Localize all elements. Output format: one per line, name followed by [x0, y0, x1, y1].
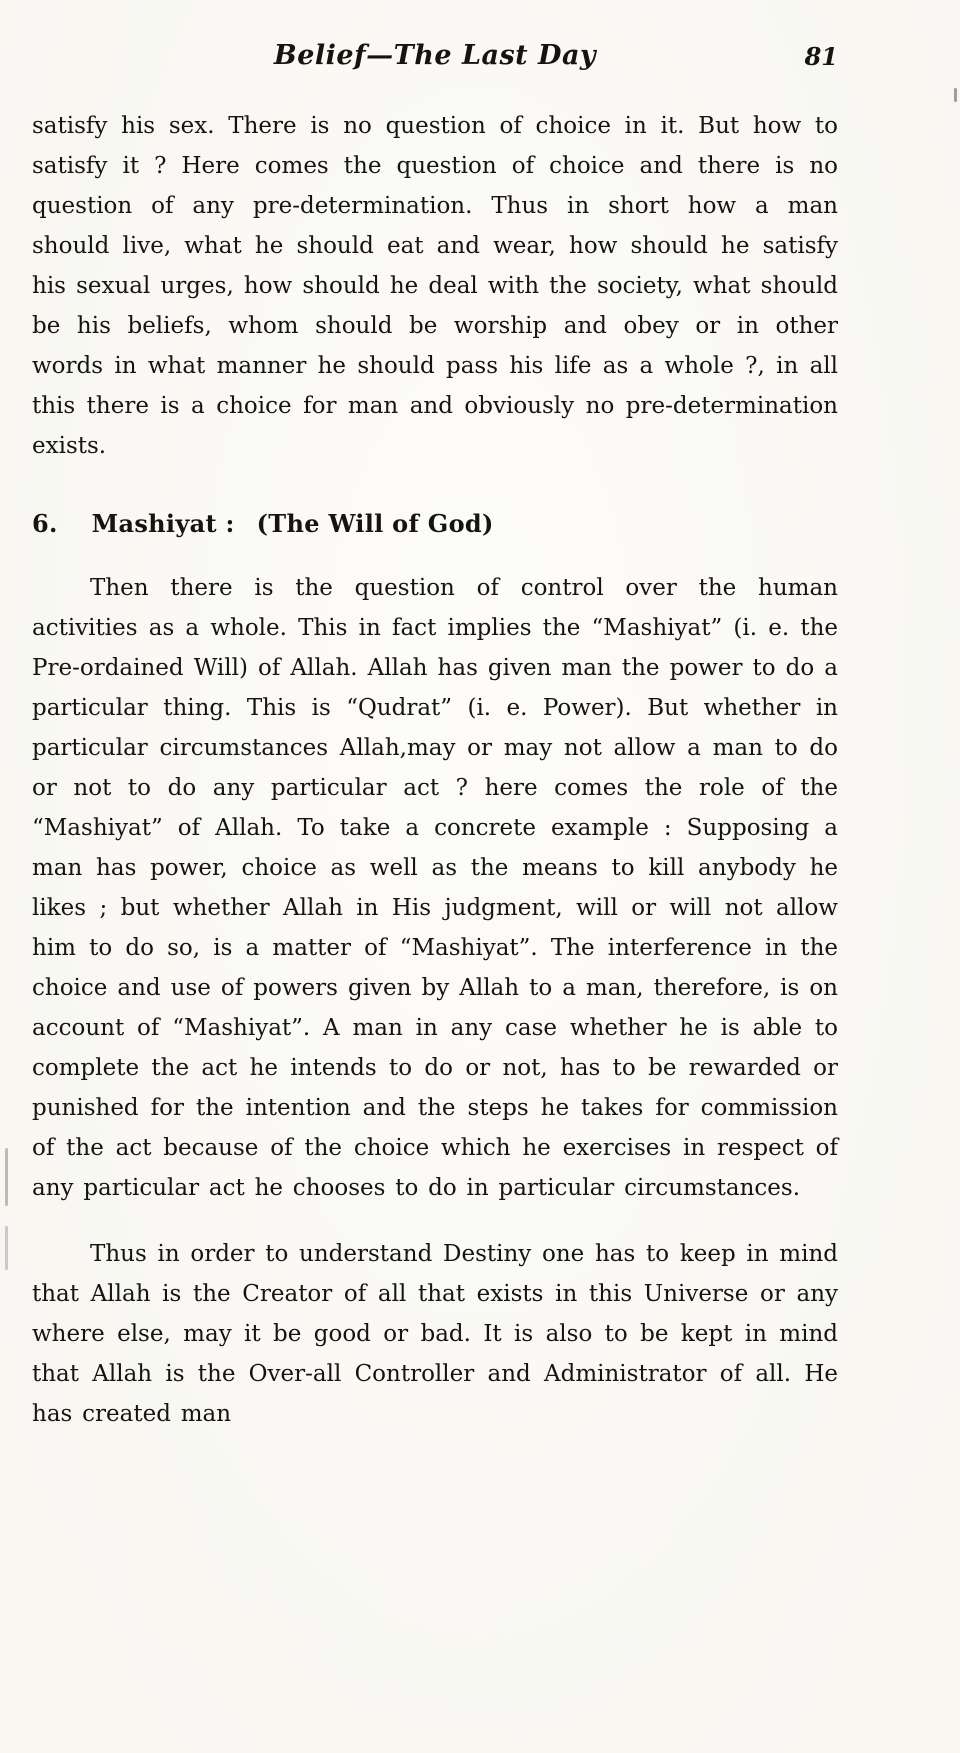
- scan-artifact: [954, 88, 957, 102]
- paragraph-mashiyat: Then there is the question of control over the human activities as a whole. This in fact implies the “Mashiyat” (i. e. the Pre-ordained Will) of Allah. Allah has given man the power to do a particular thing. This is “Qudrat” (i. e. Power). But whether in particular circumstances Allah,may or may not allow a man to do or not to do any particular act ? here comes the role of the “Mashiyat” of Allah. To take a concrete example : Supposing a man has power, choice as well as the means to kill anybody he likes ; but whether Allah in His judgment, will or will not allow him to do so, is a matter of “Mashiyat”. The interference in the choice and use of powers given by Allah to a man, therefore, is on account of “Mashiyat”. A man in any case whether he is able to complete the act he intends to do or not, has to be rewarded or punished for the intention and the steps he takes for commission of the act because of the choice which he exercises in respect of any particular act he chooses to do in particular circumstances.: [32, 575, 838, 1201]
- scan-artifact: [5, 1148, 8, 1206]
- running-title: Belief—The Last Day: [273, 40, 597, 71]
- scan-artifact: [5, 1226, 8, 1270]
- section-title: Mashiyat :: [91, 509, 235, 538]
- page-number: 81: [804, 42, 838, 71]
- section-heading: [32, 504, 838, 544]
- paragraph-destiny: Thus in order to understand Destiny one has to keep in mind that Allah is the Creator of all that exists in this Universe or any where else, may it be good or bad. It is also to be kept in mind that Allah is the Over-all Controller and Administrator of all. He has created man: [32, 1241, 838, 1427]
- section-subtitle: (The Will of God): [256, 509, 494, 538]
- page-header: [32, 40, 838, 90]
- section-number: 6.: [32, 509, 58, 538]
- paragraph-continuation: satisfy his sex. There is no question of choice in it. But how to satisfy it ? Here comes the question of choice and there is no question of any pre-determination. Thus in short how a man should live, what he should eat and wear, how should he satisfy his sexual urges, how should he deal with the society, what should be his beliefs, whom should be worship and obey or in other words in what manner he should pass his life as a whole ?, in all this there is a choice for man and obviously no pre-determination exists.: [32, 113, 838, 459]
